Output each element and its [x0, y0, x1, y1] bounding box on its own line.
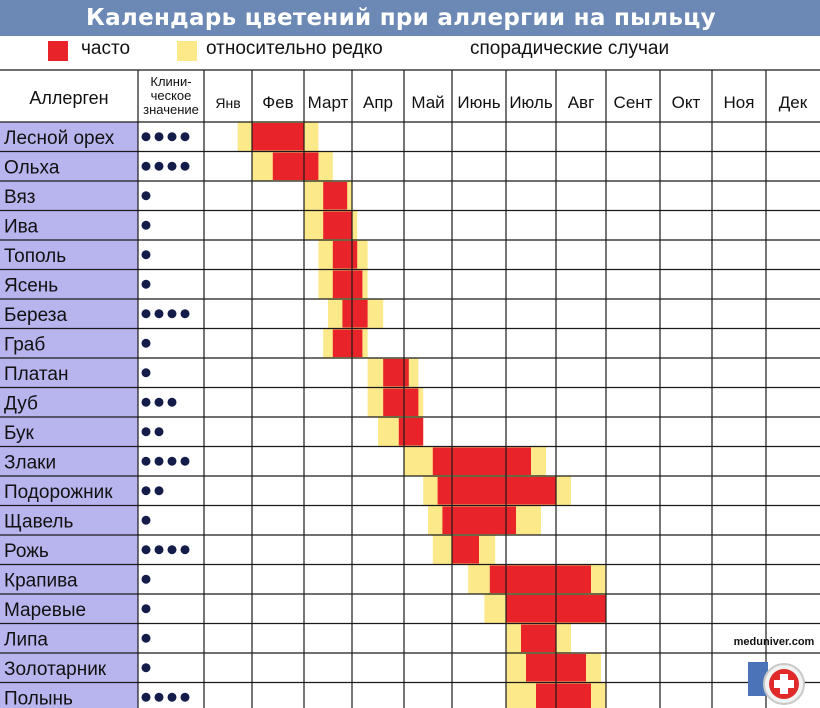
month-label: Сент	[613, 93, 653, 112]
significance-dot	[155, 693, 164, 702]
bar-frequent	[342, 300, 367, 328]
month-label: Авг	[567, 93, 595, 112]
significance-dot	[142, 162, 151, 171]
header-significance-line: значение	[143, 102, 199, 117]
significance-dot	[168, 132, 177, 141]
month-label: Май	[411, 93, 445, 112]
header-significance-line: ческое	[150, 88, 192, 103]
allergen-name: Бук	[4, 422, 34, 444]
bar-frequent	[383, 359, 409, 387]
significance-dot	[142, 191, 151, 200]
bar-frequent	[333, 271, 363, 299]
watermark	[728, 636, 820, 708]
significance-dot	[142, 280, 151, 289]
significance-dot	[142, 486, 151, 495]
allergen-name: Липа	[4, 629, 48, 651]
significance-dot	[181, 693, 190, 702]
significance-dot	[142, 250, 151, 259]
bar-frequent	[452, 536, 479, 564]
allergen-name: Дуб	[4, 393, 38, 415]
month-label: Фев	[262, 93, 294, 112]
significance-dot	[142, 693, 151, 702]
significance-dot	[168, 162, 177, 171]
significance-dot	[142, 427, 151, 436]
bar-frequent	[490, 566, 591, 594]
allergen-name: Подорожник	[4, 481, 113, 503]
allergen-name: Ольха	[4, 157, 60, 179]
significance-dot	[142, 545, 151, 554]
bar-frequent	[399, 418, 423, 446]
significance-dot	[155, 427, 164, 436]
significance-dot	[155, 132, 164, 141]
allergen-name: Щавель	[4, 511, 74, 533]
watermark-text: meduniver.com	[733, 636, 815, 648]
bar-frequent	[252, 123, 304, 151]
bar-frequent	[323, 182, 347, 210]
significance-dot	[181, 162, 190, 171]
legend-label-frequent: часто	[81, 38, 131, 59]
bar-frequent	[438, 477, 556, 505]
month-label: Ноя	[723, 93, 755, 112]
significance-dot	[142, 368, 151, 377]
significance-dot	[142, 575, 151, 584]
significance-dot	[142, 221, 151, 230]
significance-dot	[181, 132, 190, 141]
allergen-name: Крапива	[4, 570, 78, 592]
bar-frequent	[273, 153, 319, 181]
bar-frequent	[323, 212, 352, 240]
bar-frequent	[442, 507, 516, 535]
month-label: Июль	[509, 93, 553, 112]
chart-title: Календарь цветений при аллергии на пыльцу	[0, 0, 820, 36]
significance-dot	[142, 604, 151, 613]
allergen-name: Золотарник	[4, 658, 107, 680]
medical-cross-icon	[728, 636, 820, 708]
month-label: Июнь	[457, 93, 501, 112]
legend-label-rare: относительно редко	[206, 38, 383, 59]
bar-frequent	[333, 330, 363, 358]
month-label: Янв	[215, 95, 241, 111]
significance-dot	[142, 663, 151, 672]
significance-dot	[142, 516, 151, 525]
bar-frequent	[521, 625, 556, 653]
allergen-name: Ясень	[4, 275, 59, 297]
legend-label-sporadic: спорадические случаи	[470, 38, 670, 59]
bar-frequent	[536, 684, 591, 708]
allergen-name: Лесной орех	[4, 127, 115, 149]
allergen-name: Ива	[4, 216, 39, 238]
bar-frequent	[433, 448, 531, 476]
significance-dot	[155, 162, 164, 171]
significance-dot	[155, 486, 164, 495]
bar-frequent	[333, 241, 357, 269]
header-allergen: Аллерген	[29, 88, 109, 108]
significance-dot	[142, 398, 151, 407]
header-significance-line: Клини-	[150, 74, 192, 89]
allergen-name: Маревые	[4, 599, 87, 621]
significance-dot	[181, 545, 190, 554]
significance-dot	[155, 545, 164, 554]
allergen-name: Платан	[4, 363, 69, 385]
significance-dot	[142, 634, 151, 643]
month-label: Март	[307, 93, 349, 112]
significance-dot	[142, 309, 151, 318]
month-label: Окт	[671, 93, 701, 112]
significance-dot	[168, 309, 177, 318]
allergen-name: Граб	[4, 334, 46, 356]
month-label: Дек	[778, 93, 808, 112]
allergen-name: Рожь	[4, 540, 49, 562]
allergen-name: Полынь	[4, 688, 73, 708]
bar-frequent	[383, 389, 418, 417]
significance-dot	[142, 339, 151, 348]
significance-dot	[142, 132, 151, 141]
significance-dot	[181, 309, 190, 318]
significance-dot	[168, 398, 177, 407]
significance-dot	[155, 309, 164, 318]
significance-dot	[168, 693, 177, 702]
allergen-name: Тополь	[4, 245, 67, 267]
significance-dot	[168, 545, 177, 554]
significance-dot	[142, 457, 151, 466]
significance-dot	[155, 457, 164, 466]
month-label: Апр	[363, 93, 393, 112]
allergen-name: Береза	[4, 304, 68, 326]
allergen-name: Злаки	[4, 452, 57, 474]
significance-dot	[168, 457, 177, 466]
allergen-name: Вяз	[4, 186, 36, 208]
significance-dot	[181, 457, 190, 466]
significance-dot	[155, 398, 164, 407]
